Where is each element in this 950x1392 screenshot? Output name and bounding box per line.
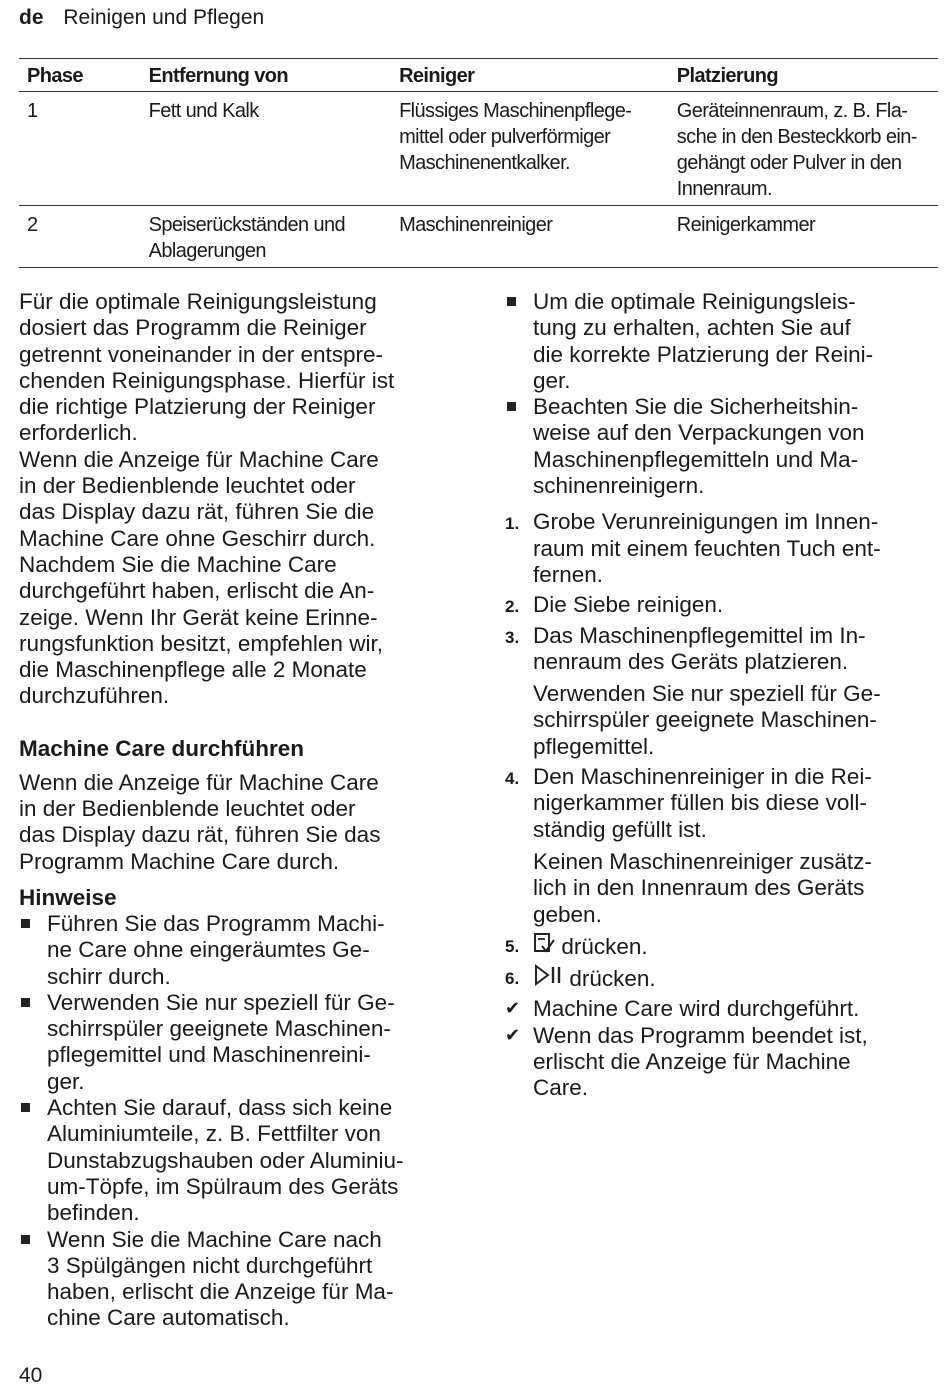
result-item [505, 996, 938, 1022]
text-line: erforderlich. [19, 420, 138, 446]
result-list [505, 996, 938, 1101]
text-line: rungsfunktion besitzt, empfehlen wir, [19, 630, 383, 656]
text-line: Nachdem Sie die Machine Care [19, 551, 337, 577]
text-line: dosiert das Programm die Reiniger [19, 315, 367, 341]
text-line: Wenn die Anzeige für Machine Care [19, 769, 379, 795]
text-line: ger. [533, 367, 571, 393]
text-line: Care. [533, 1075, 589, 1101]
text-line: Führen Sie das Programm Machi- [47, 910, 385, 936]
text-line: pflegemittel. [533, 733, 655, 759]
table-row [19, 92, 938, 206]
text-line: erlischt die Anzeige für Machine [533, 1049, 851, 1075]
text-line: Innenraum. [676, 178, 772, 200]
text-line: chine Care automatisch. [47, 1305, 290, 1331]
text-line: mittel oder pulverförmiger [399, 126, 611, 148]
table-header-row [19, 59, 938, 92]
step-item [505, 964, 938, 992]
phase-cell: 1 [19, 92, 141, 206]
chapter-title: Reinigen und Pflegen [63, 6, 265, 29]
page-header [19, 6, 264, 30]
checkmark-icon: ✔ [505, 998, 521, 1020]
bullet-square-icon [507, 297, 516, 306]
text-line: Die Siebe reinigen. [533, 592, 724, 618]
text-line: Verwenden Sie nur speziell für Ge- [533, 681, 881, 707]
cleaner-cell [391, 92, 669, 206]
table-row [19, 206, 938, 268]
text-line: gehängt oder Pulver in den [676, 152, 902, 174]
text-line: die Maschinenpflege alle 2 Monate [19, 657, 367, 683]
step-number: 2. [505, 597, 520, 617]
text-line: drücken. [569, 966, 656, 992]
text-line: Für die optimale Reinigungsleistung [19, 289, 377, 314]
text-line: weise auf den Verpackungen von [533, 420, 865, 446]
column-header-removal: Entfernung von [141, 59, 391, 92]
bullet-square-icon [507, 402, 516, 411]
language-code: de [19, 6, 44, 29]
text-line: nenraum des Geräts platzieren. [533, 648, 849, 674]
list-item [19, 1095, 461, 1226]
step-item [505, 509, 938, 588]
text-line: Wenn Sie die Machine Care nach [47, 1226, 382, 1252]
text-line: Wenn das Programm beendet ist, [533, 1022, 868, 1048]
step-number: 1. [505, 514, 520, 534]
text-line: um-Töpfe, im Spülraum des Geräts [47, 1173, 399, 1199]
step-item [505, 932, 938, 960]
step-note [533, 681, 938, 760]
text-line: schinenreinigern. [533, 473, 705, 499]
section-paragraph [19, 770, 461, 875]
step-item [505, 592, 938, 618]
column-header-placement: Platzierung [669, 59, 938, 92]
text-line: getrennt voneinander in der entspre- [19, 341, 383, 367]
text-line: schirrspüler geeignete Maschinen- [47, 1016, 391, 1042]
start-pause-icon [533, 967, 569, 991]
text-line: lich in den Innenraum des Geräts [533, 875, 865, 901]
list-item [19, 990, 461, 1095]
checkmark-icon: ✔ [505, 1024, 521, 1046]
column-header-cleaner: Reiniger [391, 59, 669, 92]
text-line: Machine Care wird durchgeführt. [533, 996, 860, 1022]
text-line: Speiserückständen und [148, 214, 346, 236]
text-line: befinden. [47, 1200, 140, 1226]
text-line: Ablagerungen [148, 240, 266, 262]
removal-cell: Fett und Kalk [141, 92, 391, 206]
text-line: Aluminiumteile, z. B. Fettfilter von [47, 1121, 381, 1147]
section-heading: Machine Care durchführen [19, 735, 305, 761]
removal-cell [141, 206, 391, 268]
page-number: 40 [19, 1364, 43, 1387]
bullet-square-icon [21, 919, 30, 928]
cleaning-phase-table [19, 58, 938, 268]
result-item [505, 1023, 938, 1102]
phase-cell: 2 [19, 206, 141, 268]
text-line: pflegemittel und Maschinenreini- [47, 1042, 371, 1068]
bullet-square-icon [21, 1235, 30, 1244]
text-line: ne Care ohne eingeräumtes Ge- [47, 937, 370, 963]
text-line: Um die optimale Reinigungsleis- [533, 289, 856, 314]
text-line: in der Bedienblende leuchtet oder [19, 796, 356, 822]
text-line: zeige. Wenn Ihr Gerät keine Erinne- [19, 604, 378, 630]
text-line: drücken. [561, 933, 648, 959]
step-number: 5. [505, 936, 520, 956]
text-line: Machine Care ohne Geschirr durch. [19, 525, 376, 551]
text-line: raum mit einem feuchten Tuch ent- [533, 535, 881, 561]
text-line: ger. [47, 1068, 85, 1094]
text-line: Keinen Maschinenreiniger zusätz- [533, 848, 872, 874]
text-line: Achten Sie darauf, dass sich keine [47, 1095, 393, 1121]
text-line: Maschinenentkalker. [399, 152, 570, 174]
text-line: fernen. [533, 561, 604, 587]
text-line: schirrspüler geeignete Maschinen- [533, 707, 877, 733]
notes-list-continued [505, 289, 938, 499]
bullet-square-icon [21, 1103, 30, 1112]
placement-cell [669, 92, 938, 206]
text-line: 3 Spülgängen nicht durchgeführt [47, 1252, 373, 1278]
text-line: Programm Machine Care durch. [19, 848, 340, 874]
text-line: das Display dazu rät, führen Sie die [19, 499, 375, 525]
step-number: 4. [505, 769, 520, 789]
text-line: Wenn die Anzeige für Machine Care [19, 446, 379, 472]
step-item [505, 764, 938, 928]
notes-heading: Hinweise [19, 884, 117, 910]
step-number: 6. [505, 969, 520, 989]
notes-list [19, 911, 461, 1332]
text-line: tung zu erhalten, achten Sie auf [533, 315, 851, 341]
step-item [505, 623, 938, 760]
text-line: haben, erlischt die Anzeige für Ma- [47, 1279, 394, 1305]
left-column [19, 289, 461, 1332]
step-number: 3. [505, 627, 520, 647]
step-note [533, 849, 938, 928]
text-line: ständig gefüllt ist. [533, 816, 707, 842]
text-line: chenden Reinigungsphase. Hierfür ist [19, 367, 395, 393]
text-line: Dunstabzugshauben oder Aluminiu- [47, 1147, 404, 1173]
text-line: Verwenden Sie nur speziell für Ge- [47, 989, 395, 1015]
right-column [505, 289, 938, 1102]
placement-cell: Reinigerkammer [669, 206, 938, 268]
text-line: durchzuführen. [19, 683, 170, 709]
intro-paragraph-2 [19, 447, 461, 710]
text-line: nigerkammer füllen bis diese voll- [533, 790, 867, 816]
text-line: die korrekte Platzierung der Reini- [533, 341, 874, 367]
list-item [505, 394, 938, 499]
text-line: sche in den Besteckkorb ein- [676, 126, 917, 148]
column-header-phase: Phase [19, 59, 141, 92]
text-line: die richtige Platzierung der Reiniger [19, 394, 376, 420]
text-line: schirr durch. [47, 963, 171, 989]
text-line: durchgeführt haben, erlischt die An- [19, 578, 375, 604]
text-line: geben. [533, 901, 602, 927]
cleaner-cell: Maschinenreiniger [391, 206, 669, 268]
text-line: Geräteinnenraum, z. B. Fla- [676, 100, 908, 122]
text-line: das Display dazu rät, führen Sie das [19, 822, 381, 848]
text-line: Beachten Sie die Sicherheitshin- [533, 394, 859, 420]
text-line: in der Bedienblende leuchtet oder [19, 473, 356, 499]
instruction-steps [505, 509, 938, 992]
bullet-square-icon [21, 998, 30, 1007]
text-line: Grobe Verunreinigungen im Innen- [533, 509, 879, 535]
intro-paragraph [19, 289, 461, 447]
text-line: Den Maschinenreiniger in die Rei- [533, 764, 872, 790]
list-item [505, 289, 938, 394]
machine-care-icon [533, 935, 561, 959]
list-item [19, 911, 461, 990]
text-line: Maschinenpflegemitteln und Ma- [533, 446, 859, 472]
text-line: Das Maschinenpflegemittel im In- [533, 622, 866, 648]
list-item [19, 1227, 461, 1332]
text-line: Flüssiges Maschinenpflege- [399, 100, 632, 122]
